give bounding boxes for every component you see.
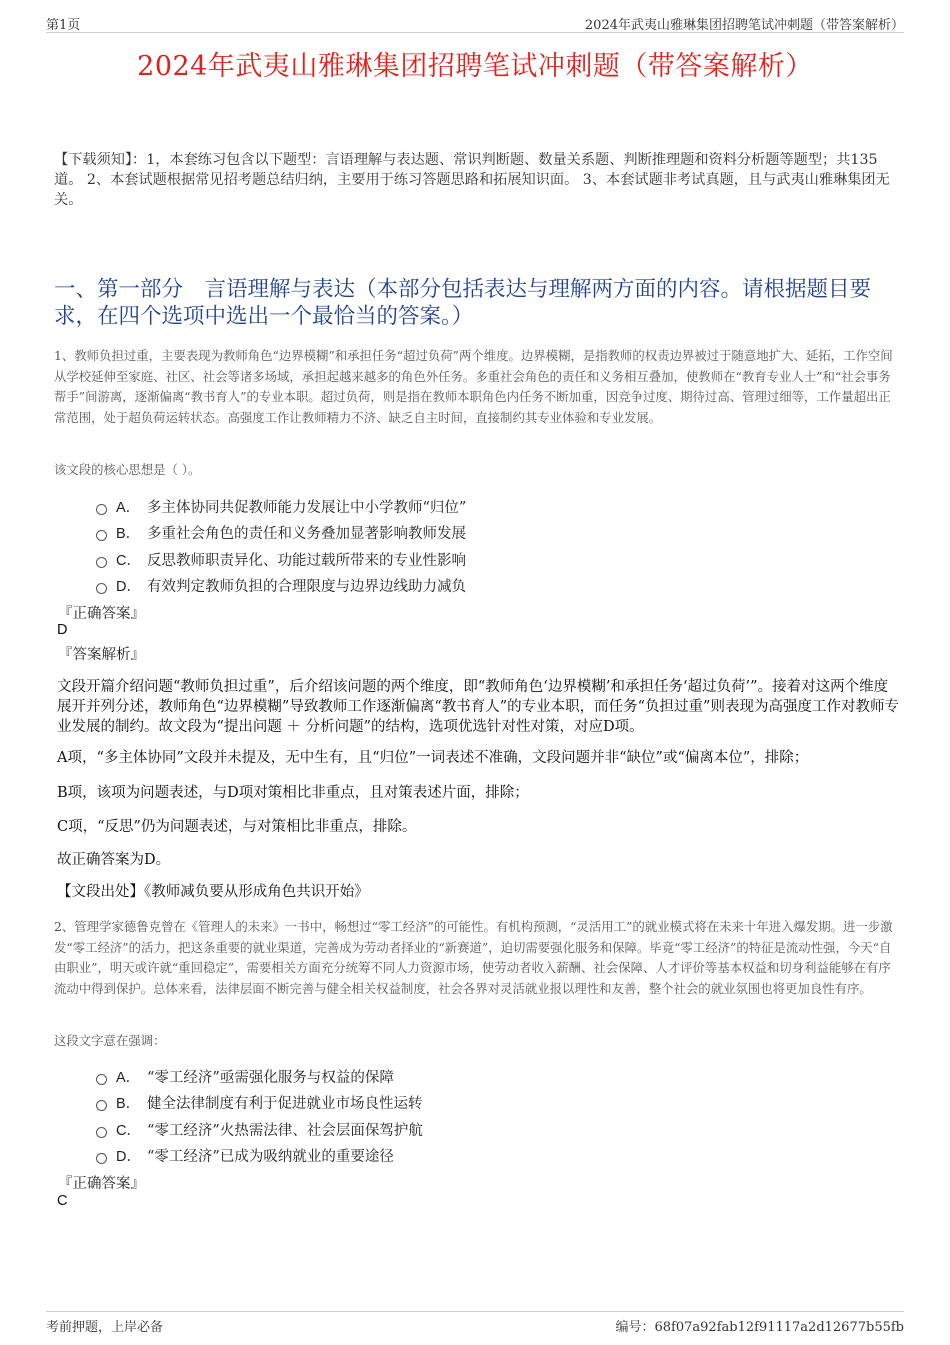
footer-doc-id: 编号：68f07a92fab12f91117a2d12677b55fb [615, 1320, 904, 1335]
question-1-text: 1、教师负担过重，主要表现为教师角色“边界模糊”和承担任务“超过负荷”两个维度。边界模糊，是指教师的权责边界被过于随意地扩大、延拓，工作空间从学校延伸至家庭、社区、社会等诸多场域，承担起越来越多的角色外任务。多重社会角色的责任和义务相互叠加，使教师在“教育专业人士”和“社会事务帮手”间游离，逐渐偏离“教书育人”的专业本职。超过负荷，则是指在教师本职角色内任务不断加重，因竞争过度、期待过高、管理过细等，工作量超出正常范围，处于超负荷运转状态。高强度工作让教师精力不济、缺乏自主时间，直接制约其专业体验和专业发展。 [54, 348, 893, 425]
question-2-answer: C [57, 1193, 68, 1209]
analysis-paragraph: C项，“反思”仍为问题表述，与对策相比非重点，排除。 [57, 819, 417, 835]
footer-slogan: 考前押题，上岸必备 [46, 1320, 164, 1335]
radio-icon[interactable] [96, 1074, 107, 1085]
option-b[interactable]: B． 健全法律制度有利于促进就业市场良性运转 [96, 1090, 896, 1117]
question-2-options [96, 1063, 896, 1169]
radio-icon[interactable] [96, 557, 107, 568]
page-header [46, 12, 904, 33]
radio-icon[interactable] [96, 1127, 107, 1138]
option-d[interactable]: D． “零工经济”已成为吸纳就业的重要途径 [96, 1143, 896, 1170]
question-2-text: 2、管理学家德鲁克曾在《管理人的未来》一书中，畅想过“零工经济”的可能性。有机构预测，“灵活用工”的就业模式将在未来十年进入爆发期。进一步激发“零工经济”的活力，把这条重要的就业渠道，完善成为劳动者择业的“新赛道”，迫切需要强化服务和保障。毕竟“零工经济”的特征是流动性强，今天“自由职业”，明天或许就“重回稳定”，需要相关方面充分统筹不同人力资源市场，使劳动者收入薪酬、社会保障、人才评价等基本权益和切身利益能够在有序流动中得到保护。总体来看，法律层面不断完善与健全相关权益制度，社会各界对灵活就业报以理性和友善，整个社会的就业氛围也将更加良性有序。 [54, 919, 893, 996]
question-1-answer: D [57, 622, 68, 638]
radio-icon[interactable] [96, 583, 107, 594]
section-title: 一、第一部分 言语理解与表达（本部分包括表达与理解两方面的内容。请根据题目要求，在四个选项中选出一个最恰当的答案。） [54, 277, 872, 329]
option-a[interactable]: A． “零工经济”亟需强化服务与权益的保障 [96, 1063, 896, 1090]
header-doc-title: 2024年武夷山雅琳集团招聘笔试冲刺题（带答案解析） [584, 18, 904, 33]
question-1-analysis-label: 『答案解析』 [58, 647, 145, 663]
analysis-paragraph: A项，“多主体协同”文段并未提及，无中生有，且“归位”一词表述不准确，文段问题并非“缺位”或“偏离本位”，排除； [57, 750, 809, 766]
radio-icon[interactable] [96, 504, 107, 515]
question-2-answer-label: 『正确答案』 [58, 1176, 145, 1192]
analysis-paragraph: B项，该项为问题表述，与D项对策相比非重点，且对策表述片面，排除； [57, 785, 529, 801]
page-number: 第1页 [46, 18, 81, 33]
analysis-paragraph: 文段开篇介绍问题“教师负担过重”，后介绍该问题的两个维度，即“教师角色‘边界模糊’和承担任务‘超过负荷’”。接着对这两个维度展开并列分述，教师角色“边界模糊”导致教师工作逐渐偏离“教书育人”的专业本职，而任务“负担过重”则表现为高强度工作对教师专业发展的制约。故文段为“提出问题 ＋ 分析问题”的结构，选项优选针对性对策，对应D项。 [57, 679, 899, 735]
radio-icon[interactable] [96, 1100, 107, 1111]
question-1-source: 【文段出处】《教师减负要从形成角色共识开始》 [57, 884, 369, 900]
option-c[interactable]: C． “零工经济”火热需法律、社会层面保驾护航 [96, 1116, 896, 1143]
question-1-answer-label: 『正确答案』 [58, 606, 145, 622]
analysis-paragraph: 故正确答案为D。 [57, 852, 171, 868]
radio-icon[interactable] [96, 530, 107, 541]
download-notice: 【下载须知】：1，本套练习包含以下题型：言语理解与表达题、常识判断题、数量关系题、判断推理题和资料分析题等题型；共135道。 2、本套试题根据常见招考题总结归纳，主要用于练习答题思路和拓展知识面。 3、本套试题非考试真题，且与武夷山雅琳集团无关。 [54, 152, 890, 208]
radio-icon[interactable] [96, 1153, 107, 1164]
question-1-options [96, 493, 896, 599]
option-d[interactable]: D． 有效判定教师负担的合理限度与边界边线助力减负 [96, 573, 896, 600]
option-c[interactable]: C． 反思教师职责异化、功能过载所带来的专业性影响 [96, 546, 896, 573]
question-1-prompt: 该文段的核心思想是（ ）。 [54, 462, 201, 477]
question-2-prompt: 这段文字意在强调： [54, 1033, 166, 1048]
option-b[interactable]: B． 多重社会角色的责任和义务叠加显著影响教师发展 [96, 520, 896, 547]
document-title: 2024年武夷山雅琳集团招聘笔试冲刺题（带答案解析） [137, 51, 813, 82]
page-footer [46, 1311, 904, 1333]
option-a[interactable]: A． 多主体协同共促教师能力发展让中小学教师“归位” [96, 493, 896, 520]
